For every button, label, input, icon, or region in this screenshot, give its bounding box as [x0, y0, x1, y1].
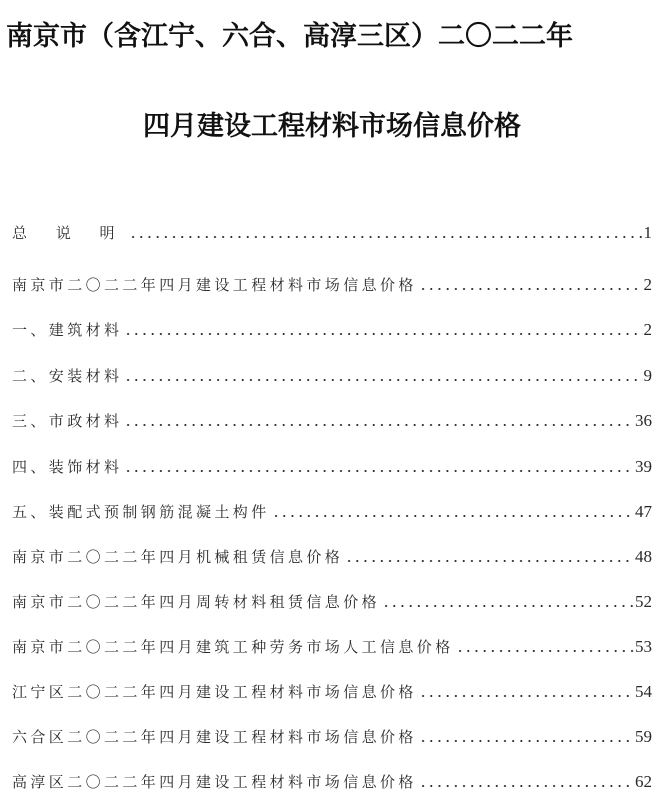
toc-dot-leader [272, 514, 634, 518]
toc-entry-luhe[interactable] [12, 724, 652, 746]
toc-entry-building-materials[interactable] [12, 317, 652, 339]
toc-entry-page: 62 [635, 772, 652, 791]
toc-entry-page: 48 [635, 547, 652, 566]
toc-entry-label: 江宁区二〇二二年四月建设工程材料市场信息价格 [12, 683, 417, 701]
toc-entry-page: 54 [635, 682, 652, 701]
toc-entry-label: 高淳区二〇二二年四月建设工程材料市场信息价格 [12, 773, 417, 791]
toc-dot-leader [419, 739, 634, 743]
toc-entry-label: 四、装饰材料 [12, 458, 123, 476]
toc-entry-label: 总 说 明 [12, 224, 127, 242]
toc-dot-leader [129, 235, 643, 239]
document-title-line1: 南京市（含江宁、六合、高淳三区）二〇二二年 [6, 21, 573, 52]
toc-entry-label: 五、装配式预制钢筋混凝土构件 [12, 503, 270, 521]
toc-entry-label: 一、建筑材料 [12, 321, 123, 339]
toc-entry-page: 47 [635, 502, 652, 521]
toc-entry-machinery-rental[interactable] [12, 544, 652, 566]
document-title-line2: 四月建设工程材料市场信息价格 [143, 111, 521, 142]
toc-dot-leader [124, 469, 634, 473]
toc-dot-leader [456, 649, 634, 653]
toc-entry-page: 39 [635, 457, 652, 476]
toc-entry-page: 2 [643, 275, 652, 294]
toc-entry-turnover-rental[interactable] [12, 589, 652, 611]
toc-dot-leader [345, 559, 634, 563]
toc-entry-decoration-materials[interactable] [12, 454, 652, 476]
toc-entry-label: 三、市政材料 [12, 412, 123, 430]
toc-dot-leader [419, 287, 643, 291]
toc-entry-label: 二、安装材料 [12, 367, 123, 385]
toc-entry-label: 南京市二〇二二年四月机械租赁信息价格 [12, 548, 344, 566]
toc-entry-label: 六合区二〇二二年四月建设工程材料市场信息价格 [12, 728, 417, 746]
toc-entry-precast-concrete[interactable] [12, 499, 652, 521]
toc-entry-gaochun[interactable] [12, 769, 652, 791]
toc-entry-page: 2 [643, 320, 652, 339]
toc-entry-page: 52 [635, 592, 652, 611]
toc-dot-leader [124, 378, 642, 382]
toc-entry-general-notes[interactable] [12, 220, 652, 242]
toc-dot-leader [124, 423, 634, 427]
toc-entry-labor-prices[interactable] [12, 634, 652, 656]
toc-entry-jiangning[interactable] [12, 679, 652, 701]
toc-entry-label: 南京市二〇二二年四月周转材料租赁信息价格 [12, 593, 381, 611]
toc-entry-page: 9 [643, 366, 652, 385]
toc-dot-leader [419, 694, 634, 698]
toc-dot-leader [419, 784, 634, 788]
toc-dot-leader [382, 604, 634, 608]
toc-entry-page: 36 [635, 411, 652, 430]
toc-entry-page: 59 [635, 727, 652, 746]
toc-entry-page: 53 [635, 637, 652, 656]
toc-entry-label: 南京市二〇二二年四月建筑工种劳务市场人工信息价格 [12, 638, 454, 656]
toc-entry-municipal-materials[interactable] [12, 408, 652, 430]
toc-dot-leader [124, 332, 642, 336]
toc-entry-installation-materials[interactable] [12, 363, 652, 385]
toc-entry-nanjing-materials[interactable] [12, 272, 652, 294]
toc-entry-page: 1 [643, 223, 652, 242]
toc-entry-label: 南京市二〇二二年四月建设工程材料市场信息价格 [12, 276, 417, 294]
